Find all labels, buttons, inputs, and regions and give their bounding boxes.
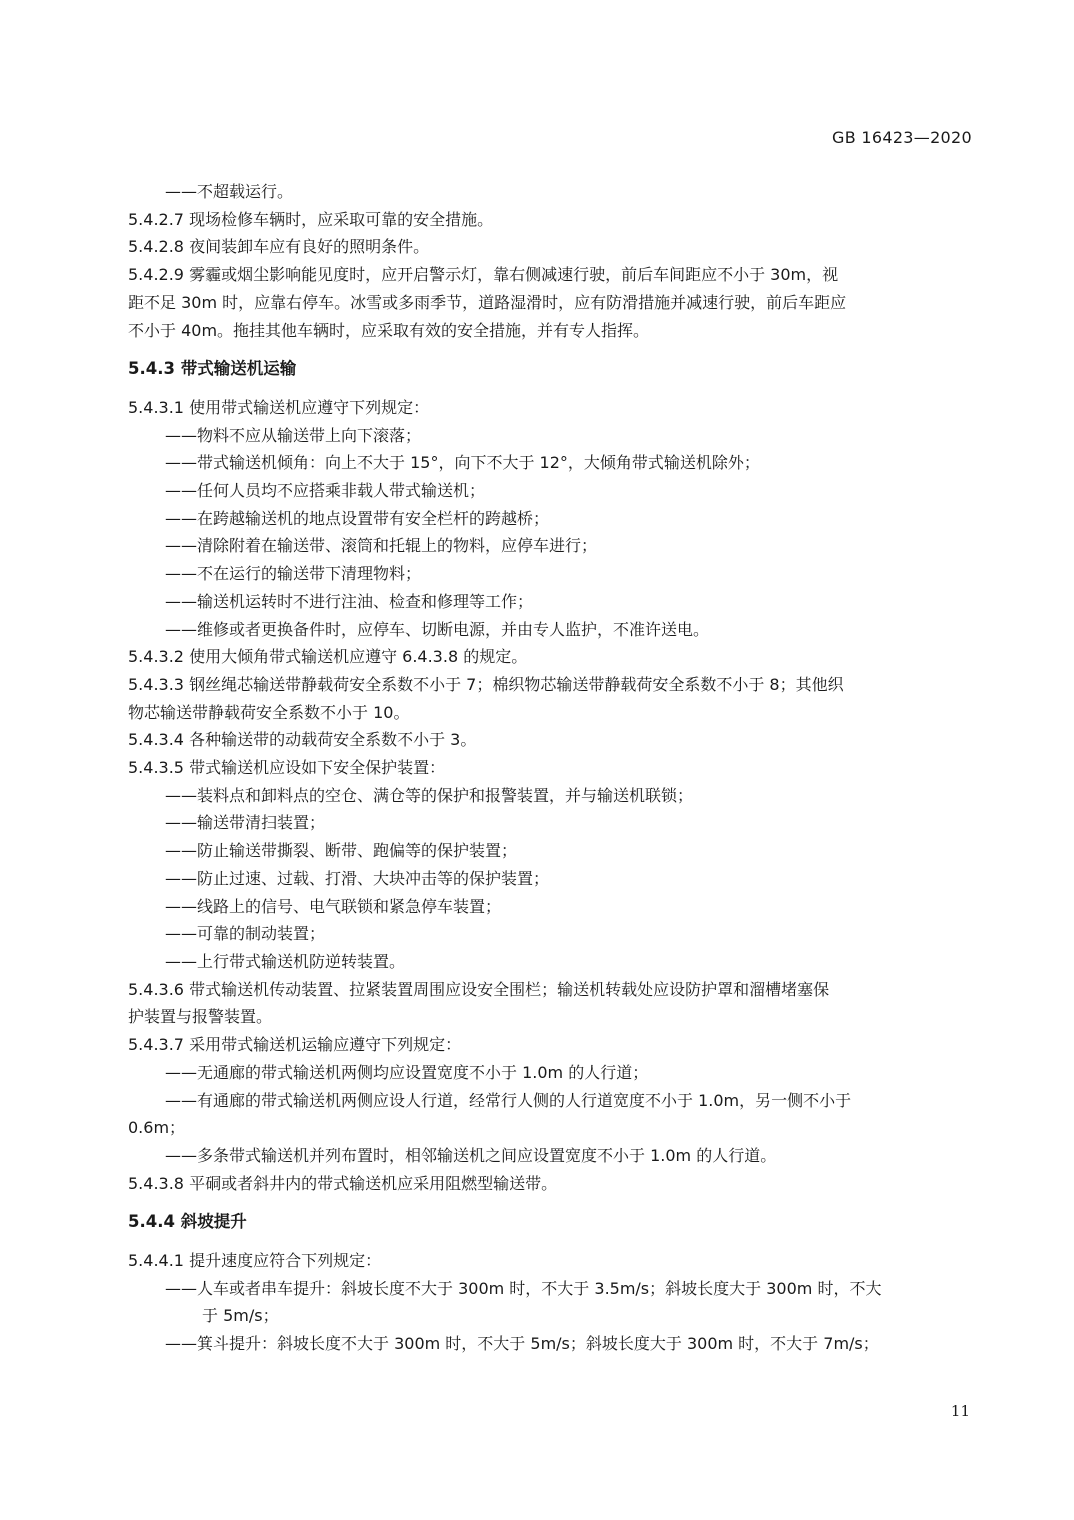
list-item: ——无通廊的带式输送机两侧均应设置宽度不小于 1.0m 的人行道； <box>165 1062 649 1082</box>
list-item: ——线路上的信号、电气联锁和紧急停车装置； <box>165 896 502 916</box>
clause-line: 5.4.3.4 各种输送带的动载荷安全系数不小于 3。 <box>128 730 477 750</box>
clause-paragraph-line: 不小于 40m。拖挂其他车辆时，应采取有效的安全措施，并有专人指挥。 <box>128 320 650 340</box>
clause-line: 5.4.2.8 夜间装卸车应有良好的照明条件。 <box>128 237 430 257</box>
list-item: ——带式输送机倾角：向上不大于 15°，向下不大于 12°，大倾角带式输送机除外； <box>165 453 760 473</box>
section-heading: 5.4.3 带式输送机运输 <box>128 359 297 379</box>
clause-line: 5.4.4.1 提升速度应符合下列规定： <box>128 1251 382 1271</box>
list-item: ——不在运行的输送带下清理物料； <box>165 564 422 584</box>
list-item: ——输送带清扫装置； <box>165 813 326 833</box>
list-item-line: ——有通廊的带式输送机两侧应设人行道，经常行人侧的人行道宽度不小于 1.0m，另一侧不小于 <box>165 1090 852 1110</box>
standard-code-header: GB 16423—2020 <box>832 128 972 147</box>
page-number: 11 <box>950 1402 970 1420</box>
clause-paragraph-line: 护装置与报警装置。 <box>128 1007 273 1027</box>
clause-paragraph-line: 物芯输送带静载荷安全系数不小于 10。 <box>128 702 410 722</box>
list-item-line: 于 5m/s； <box>202 1306 279 1326</box>
clause-line: 5.4.2.7 现场检修车辆时，应采取可靠的安全措施。 <box>128 209 494 229</box>
list-item: ——物料不应从输送带上向下滚落； <box>165 425 422 445</box>
list-item: ——维修或者更换备件时，应停车、切断电源，并由专人监护，不准许送电。 <box>165 619 710 639</box>
list-item: ——不超载运行。 <box>165 182 294 201</box>
clause-paragraph-line: 5.4.3.3 钢丝绳芯输送带静载荷安全系数不小于 7；棉织物芯输送带静载荷安全系数不小于 8；其他织 <box>128 674 844 694</box>
clause-line: 5.4.3.8 平硐或者斜井内的带式输送机应采用阻燃型输送带。 <box>128 1173 558 1193</box>
list-item: ——防止输送带撕裂、断带、跑偏等的保护装置； <box>165 841 518 861</box>
list-item: ——可靠的制动装置； <box>165 924 326 944</box>
list-item: ——防止过速、过载、打滑、大块冲击等的保护装置； <box>165 868 550 888</box>
list-item: ——在跨越输送机的地点设置带有安全栏杆的跨越桥； <box>165 508 550 528</box>
list-item: ——装料点和卸料点的空仓、满仓等的保护和报警装置，并与输送机联锁； <box>165 785 694 805</box>
clause-paragraph-line: 5.4.3.6 带式输送机传动装置、拉紧装置周围应设安全围栏；输送机转载处应设防护罩和溜槽堵塞保 <box>128 979 830 999</box>
list-item: ——清除附着在输送带、滚筒和托辊上的物料，应停车进行； <box>165 536 598 556</box>
clause-paragraph-line: 5.4.2.9 雾霾或烟尘影响能见度时，应开启警示灯，靠右侧减速行驶，前后车间距应不小于 30m，视 <box>128 265 839 285</box>
document-body <box>128 178 966 1358</box>
list-item-line: ——人车或者串车提升：斜坡长度不大于 300m 时，不大于 3.5m/s；斜坡长度大于 300m 时，不大 <box>165 1278 882 1298</box>
clause-line: 5.4.3.5 带式输送机应设如下安全保护装置： <box>128 758 446 778</box>
list-item: ——箕斗提升：斜坡长度不大于 300m 时，不大于 5m/s；斜坡长度大于 300m 时，不大于 7m/s； <box>165 1334 879 1354</box>
clause-line: 5.4.3.7 采用带式输送机运输应遵守下列规定： <box>128 1035 462 1055</box>
list-item: ——任何人员均不应搭乘非载人带式输送机； <box>165 481 486 501</box>
clause-line: 5.4.3.2 使用大倾角带式输送机应遵守 6.4.3.8 的规定。 <box>128 647 528 667</box>
section-heading: 5.4.4 斜坡提升 <box>128 1212 247 1232</box>
list-item-line: 0.6m； <box>128 1118 186 1138</box>
list-item: ——输送机运转时不进行注油、检查和修理等工作； <box>165 591 534 611</box>
list-item: ——上行带式输送机防逆转装置。 <box>165 951 406 971</box>
clause-line: 5.4.3.1 使用带式输送机应遵守下列规定： <box>128 397 430 417</box>
list-item: ——多条带式输送机并列布置时，相邻输送机之间应设置宽度不小于 1.0m 的人行道。 <box>165 1145 777 1165</box>
clause-paragraph-line: 距不足 30m 时，应靠右停车。冰雪或多雨季节，道路湿滑时，应有防滑措施并减速行驶，前后车距应 <box>128 292 847 312</box>
